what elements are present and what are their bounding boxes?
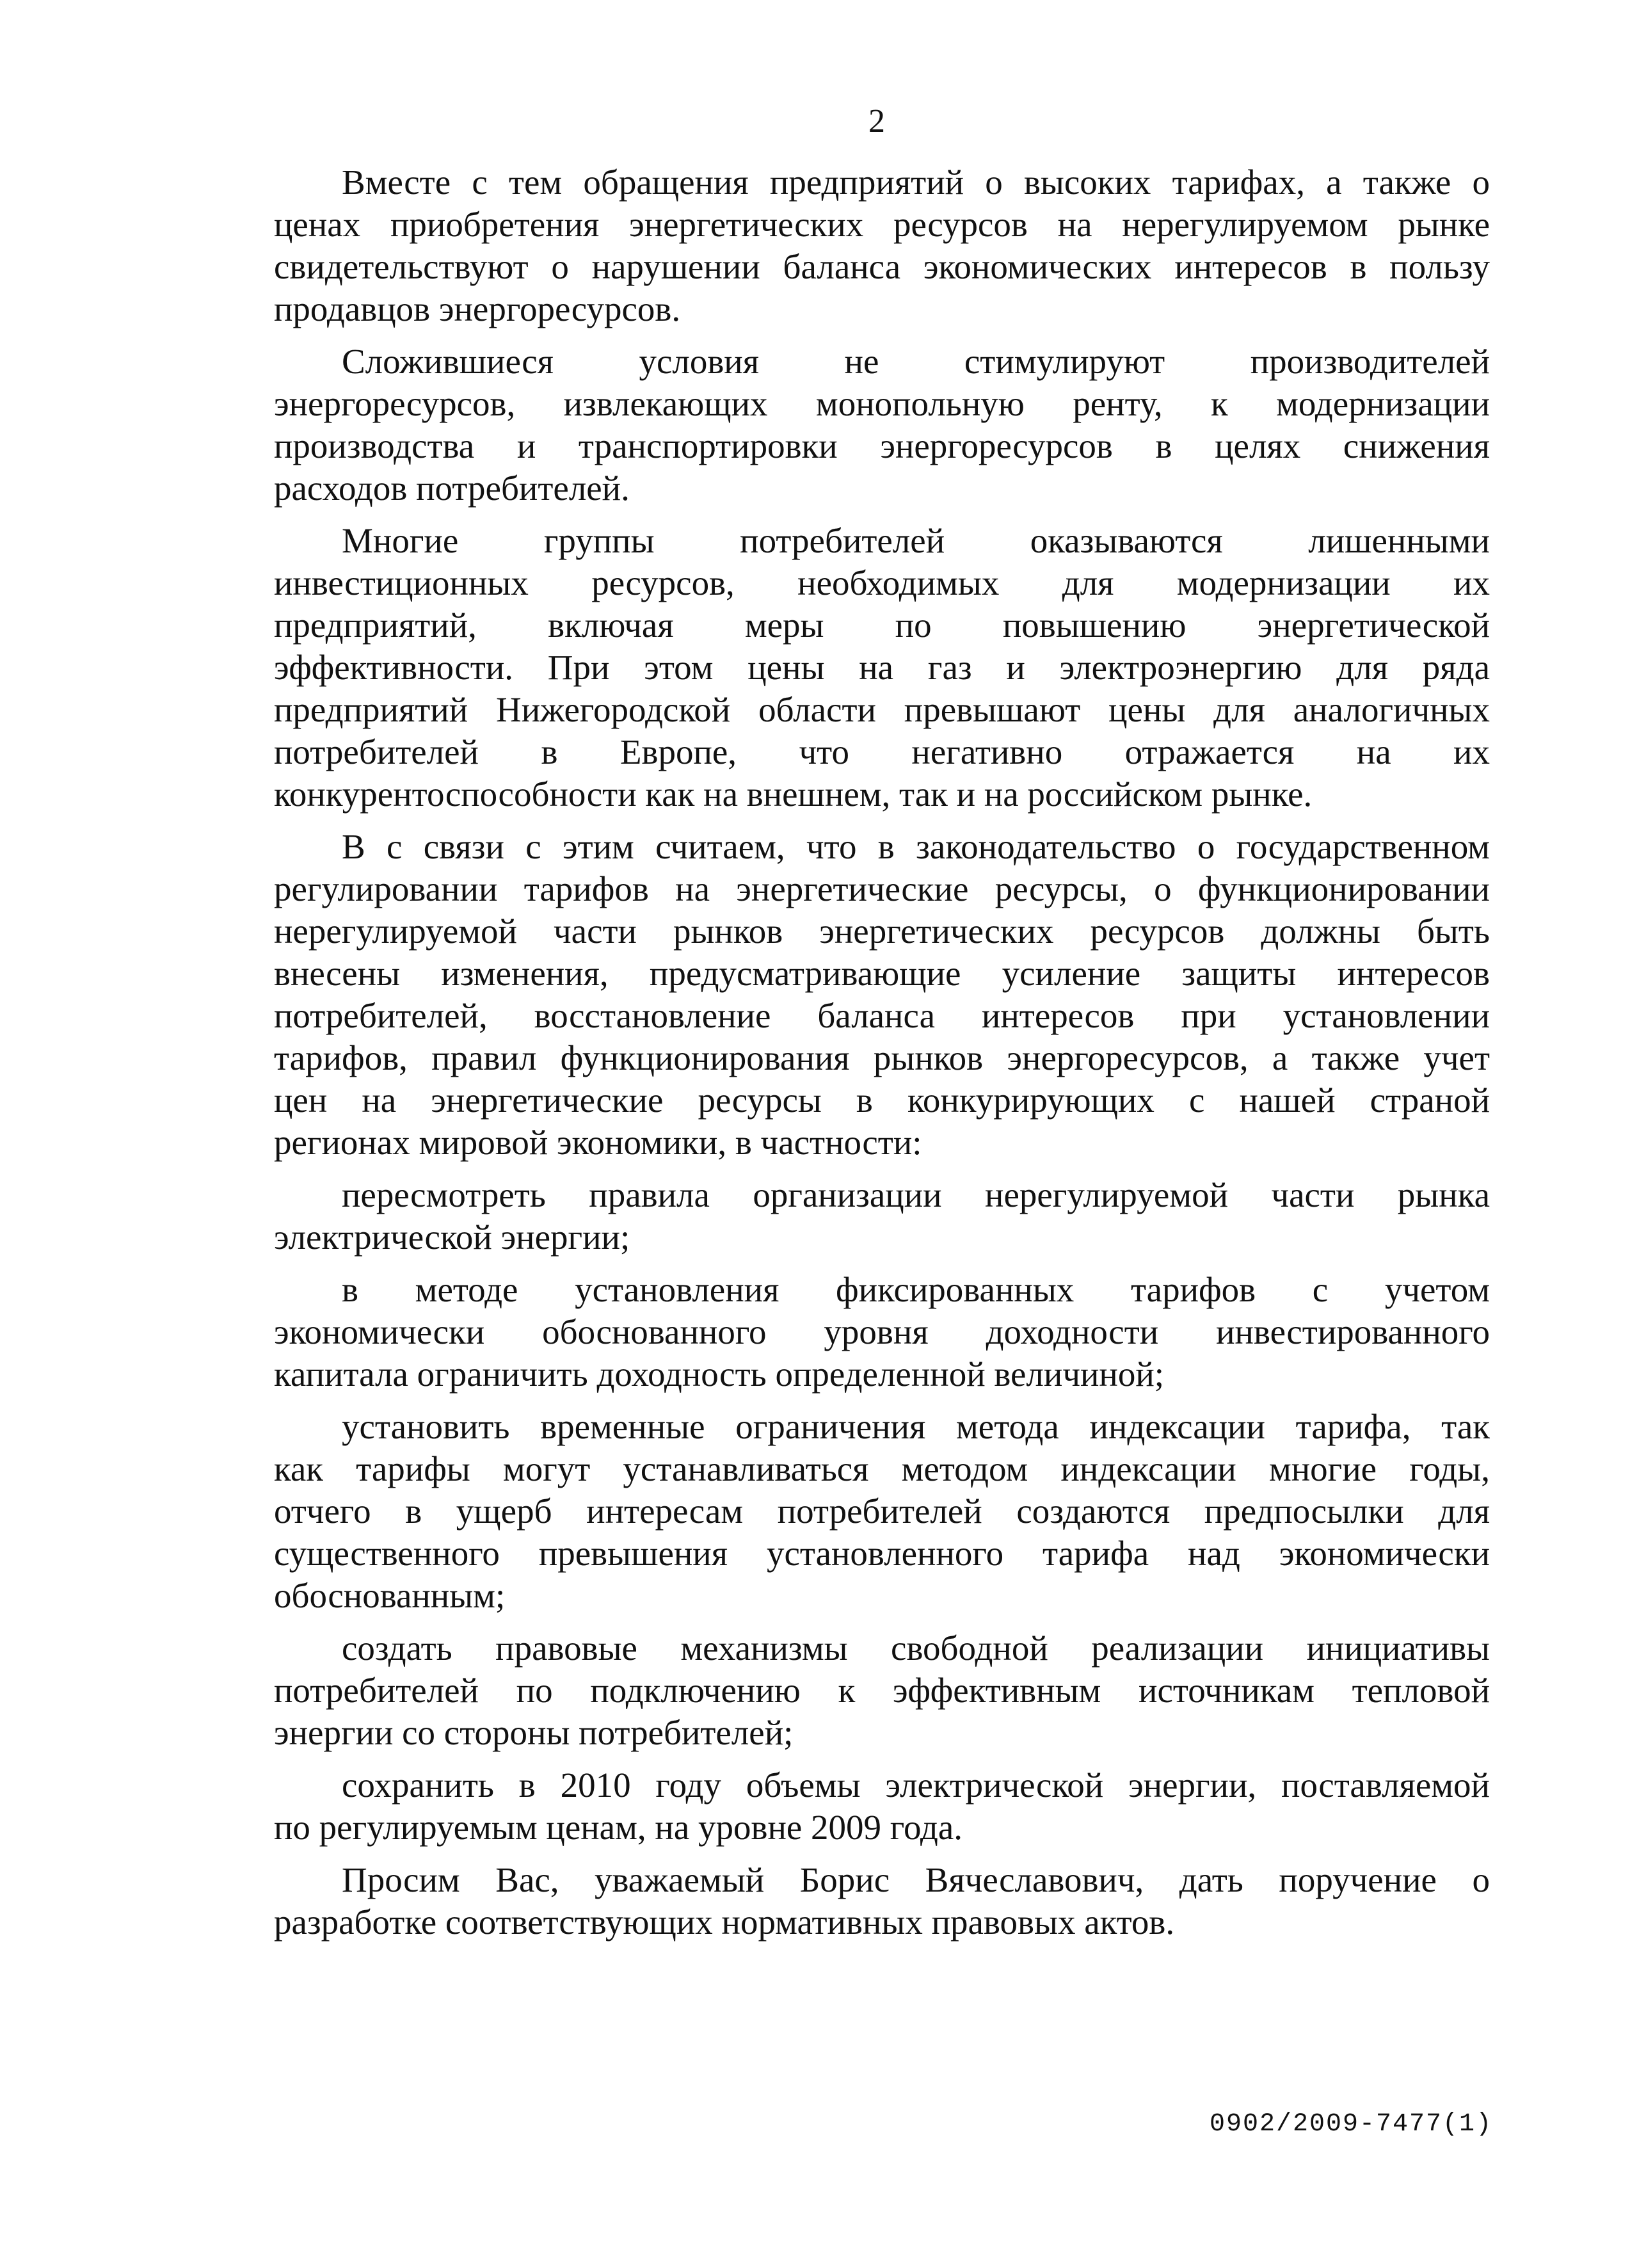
text-line: инвестиционных ресурсов, необходимых для модернизации их bbox=[274, 563, 1490, 602]
text-line: Сложившиеся условия не стимулируют производителей bbox=[342, 342, 1490, 381]
text-line: обоснованным; bbox=[274, 1576, 506, 1615]
text-line: потребителей по подключению к эффективным источникам тепловой bbox=[274, 1671, 1490, 1710]
text-line: ценах приобретения энергетических ресурсов на нерегулируемом рынке bbox=[274, 205, 1490, 244]
text-line: Многие группы потребителей оказываются лишенными bbox=[342, 521, 1490, 560]
text-line: предприятий, включая меры по повышению энергетической bbox=[274, 606, 1490, 645]
text-line: энергии со стороны потребителей; bbox=[274, 1713, 794, 1752]
text-line: установить временные ограничения метода индексации тарифа, так bbox=[342, 1407, 1490, 1446]
letter-body bbox=[274, 161, 1490, 1954]
text-line: цен на энергетические ресурсы в конкурирующих с нашей страной bbox=[274, 1081, 1490, 1120]
text-line: в методе установления фиксированных тарифов с учетом bbox=[342, 1270, 1490, 1309]
text-line: конкурентоспособности как на внешнем, так и на российском рынке. bbox=[274, 775, 1313, 814]
paragraph bbox=[274, 1764, 1490, 1849]
text-line: энергоресурсов, извлекающих монопольную ренту, к модернизации bbox=[274, 384, 1490, 423]
text-line: потребителей в Европе, что негативно отражается на их bbox=[274, 732, 1490, 771]
document-code: 0902/2009-7477(1) bbox=[1210, 2110, 1493, 2139]
text-line: пересмотреть правила организации нерегулируемой части рынка bbox=[342, 1175, 1490, 1214]
text-line: продавцов энергоресурсов. bbox=[274, 289, 681, 328]
text-line: потребителей, восстановление баланса интересов при установлении bbox=[274, 996, 1490, 1035]
text-line: регионах мировой экономики, в частности: bbox=[274, 1123, 922, 1162]
text-line: тарифов, правил функционирования рынков энергоресурсов, а также учет bbox=[274, 1038, 1490, 1077]
text-line: существенного превышения установленного тарифа над экономически bbox=[274, 1534, 1490, 1573]
text-line: Вместе с тем обращения предприятий о высоких тарифах, а также о bbox=[342, 163, 1490, 202]
text-line: расходов потребителей. bbox=[274, 469, 630, 508]
text-line: предприятий Нижегородской области превышают цены для аналогичных bbox=[274, 690, 1490, 729]
text-line: капитала ограничить доходность определенной величиной; bbox=[274, 1355, 1165, 1394]
page-number: 2 bbox=[868, 103, 885, 140]
text-line: нерегулируемой части рынков энергетических ресурсов должны быть bbox=[274, 912, 1490, 951]
paragraph bbox=[274, 1406, 1490, 1617]
text-line: эффективности. При этом цены на газ и электроэнергию для ряда bbox=[274, 648, 1490, 687]
paragraph bbox=[274, 1627, 1490, 1754]
text-line: В с связи с этим считаем, что в законодательство о государственном bbox=[342, 827, 1490, 866]
text-line: разработке соответствующих нормативных правовых актов. bbox=[274, 1902, 1175, 1942]
text-line: электрической энергии; bbox=[274, 1218, 630, 1257]
text-line: сохранить в 2010 году объемы электрической энергии, поставляемой bbox=[342, 1765, 1490, 1805]
text-line: создать правовые механизмы свободной реализации инициативы bbox=[342, 1629, 1490, 1668]
text-line: как тарифы могут устанавливаться методом индексации многие годы, bbox=[274, 1449, 1490, 1488]
text-line: по регулируемым ценам, на уровне 2009 года. bbox=[274, 1808, 963, 1847]
paragraph bbox=[274, 826, 1490, 1164]
paragraph bbox=[274, 1174, 1490, 1259]
paragraph bbox=[274, 341, 1490, 510]
text-line: внесены изменения, предусматривающие усиление защиты интересов bbox=[274, 954, 1490, 993]
text-line: экономически обоснованного уровня доходности инвестированного bbox=[274, 1312, 1490, 1351]
paragraph bbox=[274, 1859, 1490, 1943]
text-line: отчего в ущерб интересам потребителей создаются предпосылки для bbox=[274, 1492, 1490, 1531]
text-line: свидетельствуют о нарушении баланса экономических интересов в пользу bbox=[274, 247, 1490, 286]
paragraph bbox=[274, 161, 1490, 330]
text-line: производства и транспортировки энергоресурсов в целях снижения bbox=[274, 426, 1490, 465]
text-line: Просим Вас, уважаемый Борис Вячеславович, дать поручение о bbox=[342, 1860, 1490, 1899]
paragraph bbox=[274, 1269, 1490, 1395]
text-line: регулировании тарифов на энергетические ресурсы, о функционировании bbox=[274, 869, 1490, 908]
paragraph bbox=[274, 520, 1490, 816]
